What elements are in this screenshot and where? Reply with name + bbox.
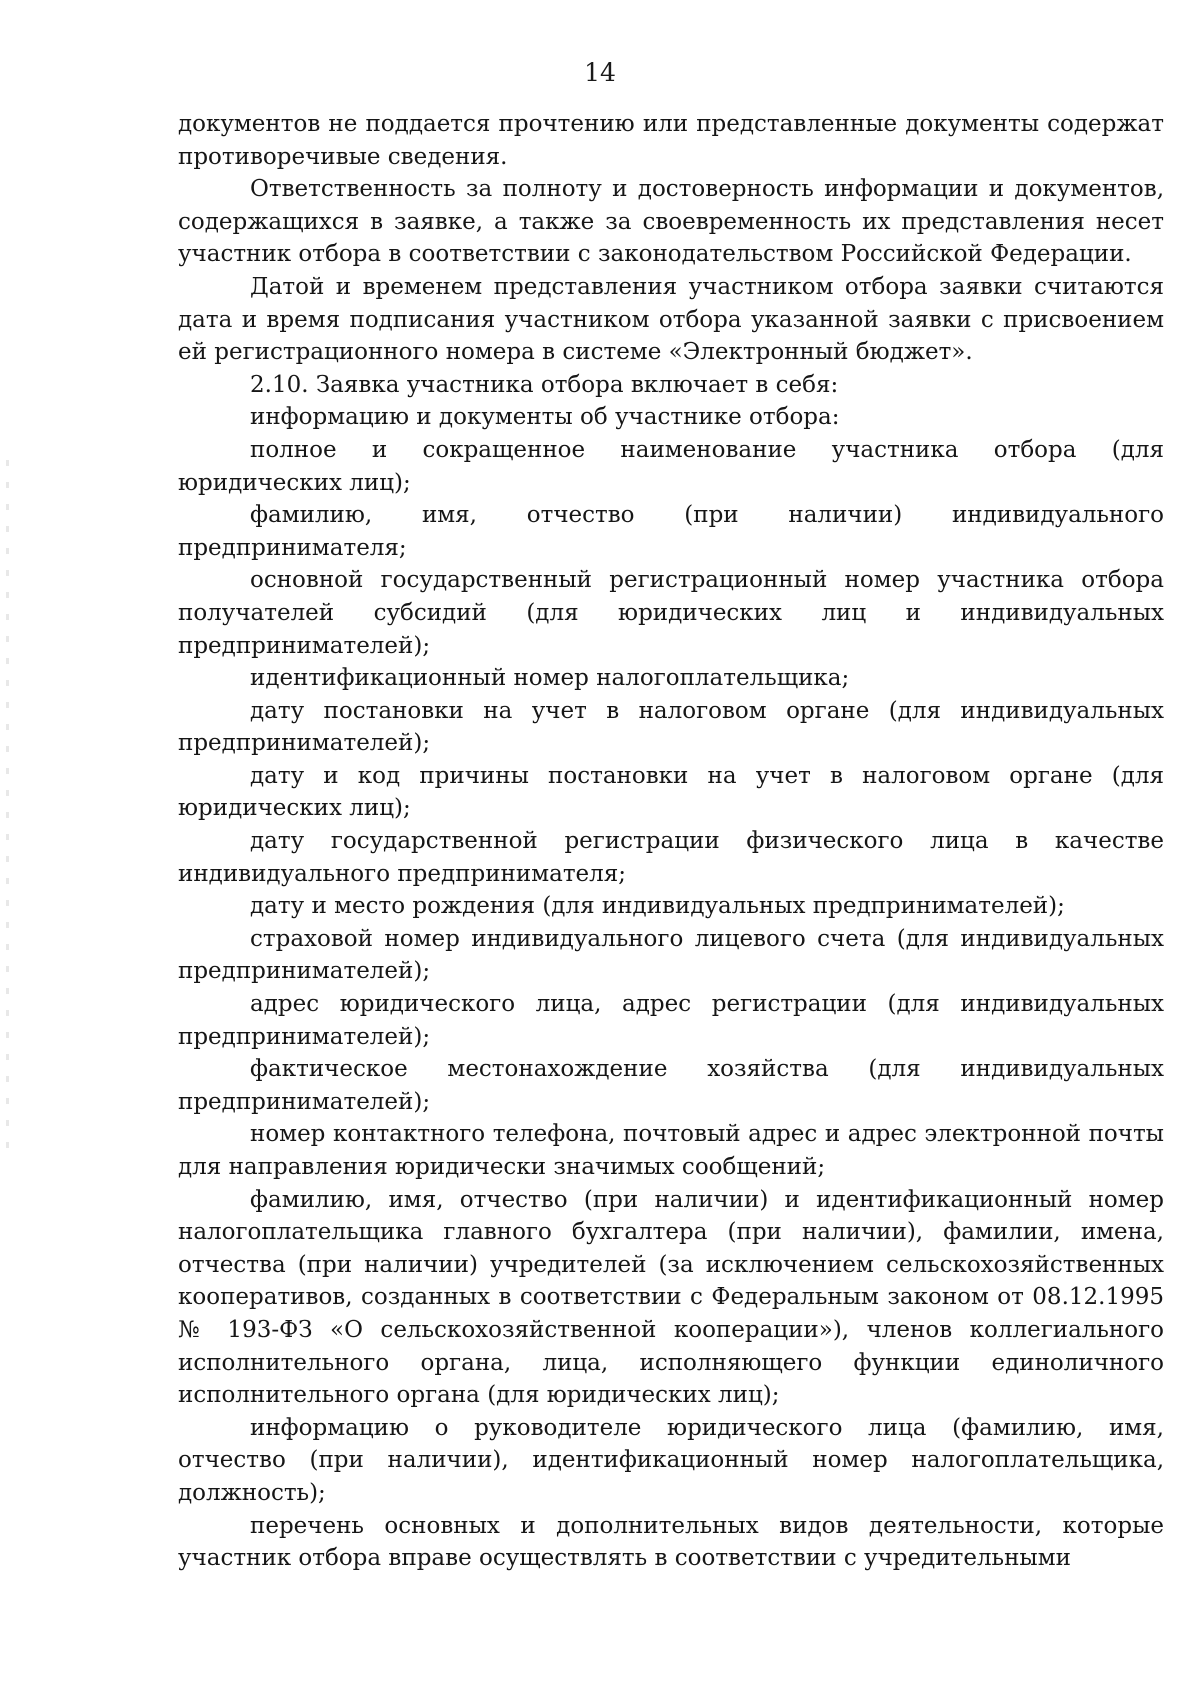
list-item: дату государственной регистрации физического лица в качестве индивидуального предпринимателя; — [178, 828, 1164, 887]
paragraph-submission-date: Датой и временем представления участником отбора заявки считаются дата и время подписания участником отбора указанной заявки с присвоением ей регистрационного номера в системе «Электронный бюджет». — [178, 273, 1164, 366]
document-body — [178, 108, 1164, 1575]
list-item: дату и код причины постановки на учет в налоговом органе (для юридических лиц); — [178, 762, 1164, 822]
list-item: страховой номер индивидуального лицевого счета (для индивидуальных предпринимателей); — [178, 925, 1164, 985]
scan-margin-marks — [6, 460, 9, 1160]
list-item: основной государственный регистрационный номер участника отбора получателей субсидий (для юридических лиц и индивидуальных предпринимателей); — [178, 567, 1164, 659]
list-item: дату постановки на учет в налоговом органе (для индивидуальных предпринимателей); — [178, 697, 1164, 757]
paragraph-continuation: документов не поддается прочтению или представленные документы содержат противоречивые сведения. — [178, 111, 1164, 170]
list-item: фамилию, имя, отчество (при наличии) индивидуального предпринимателя; — [178, 502, 1164, 561]
list-item: адрес юридического лица, адрес регистрации (для индивидуальных предпринимателей); — [178, 991, 1164, 1050]
list-item: информацию и документы об участнике отбора: — [250, 404, 840, 431]
list-item: фактическое местонахождение хозяйства (для индивидуальных предпринимателей); — [178, 1056, 1164, 1115]
page-number: 14 — [584, 58, 616, 87]
list-item: идентификационный номер налогоплательщика; — [250, 665, 850, 692]
list-item: полное и сокращенное наименование участника отбора (для юридических лиц); — [178, 436, 1164, 496]
list-item: фамилию, имя, отчество (при наличии) и идентификационный номер налогоплательщика главного бухгалтера (при наличии), фамилии, имена, отчества (при наличии) учредителей (за исключением сельскохозяйственных кооперативов, созданных в соответствии с Федеральным законом от 08.12.1995 № 193-ФЗ «О сельскохозяйственной кооперации»), членов коллегиального исполнительного органа, лица, исполняющего функции единоличного исполнительного органа (для юридических лиц); — [178, 1186, 1164, 1409]
paragraph-section-2-10: 2.10. Заявка участника отбора включает в себя: — [250, 371, 839, 398]
paragraph-responsibility: Ответственность за полноту и достоверность информации и документов, содержащихся в заявке, а также за своевременность их представления несет участник отбора в соответствии с законодательством Российской Федерации. — [178, 176, 1164, 268]
list-item: информацию о руководителе юридического лица (фамилию, имя, отчество (при наличии), идентификационный номер налогоплательщика, должность); — [178, 1414, 1164, 1506]
list-item: дату и место рождения (для индивидуальных предпринимателей); — [250, 893, 1065, 920]
list-item: номер контактного телефона, почтовый адрес и адрес электронной почты для направления юридически значимых сообщений; — [178, 1121, 1164, 1180]
list-item: перечень основных и дополнительных видов деятельности, которые участник отбора вправе осуществлять в соответствии с учредительными — [178, 1512, 1164, 1572]
